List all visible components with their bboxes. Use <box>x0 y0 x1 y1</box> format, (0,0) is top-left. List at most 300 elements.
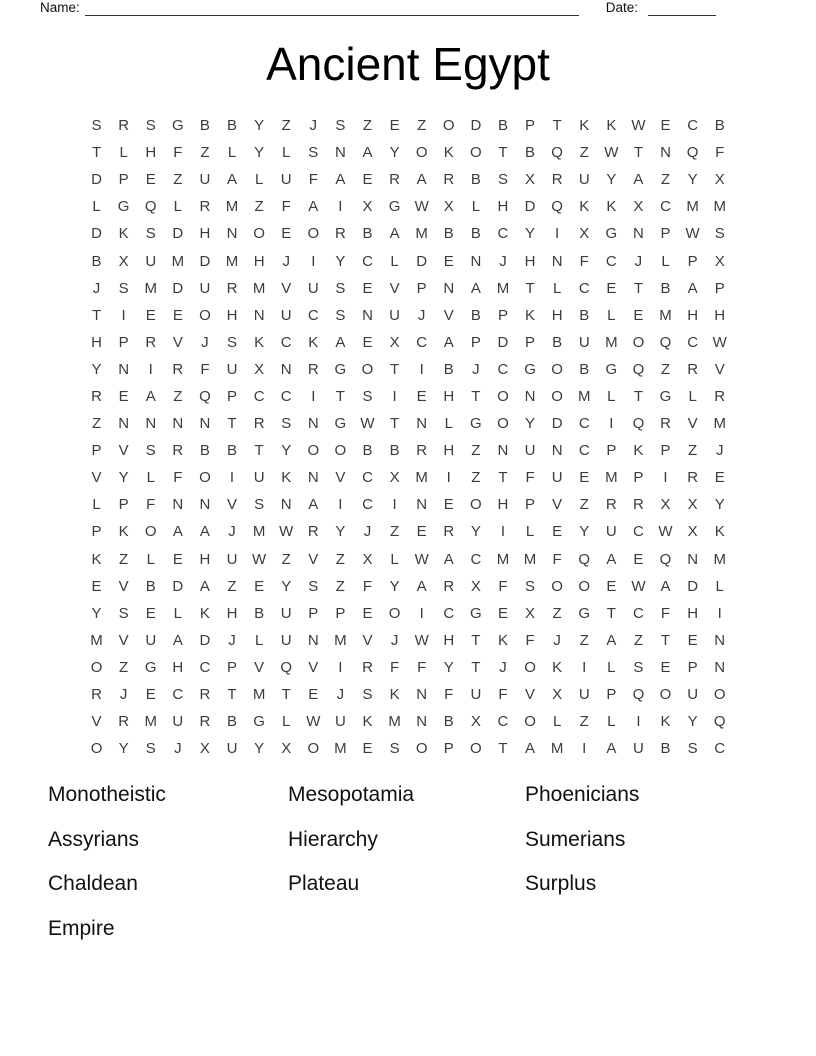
grid-letter: N <box>551 252 563 270</box>
grid-letter: D <box>91 171 102 189</box>
grid-letter: J <box>472 360 480 378</box>
grid-letter: Z <box>91 415 102 433</box>
grid-letter: Q <box>659 333 672 351</box>
grid-letter: T <box>498 469 508 487</box>
grid-letter: L <box>607 658 616 676</box>
grid-letter: N <box>226 225 238 243</box>
grid-letter: C <box>497 713 509 731</box>
word-list <box>48 780 745 958</box>
grid-letter: R <box>172 442 184 460</box>
grid-letter: C <box>605 252 617 270</box>
grid-letter: H <box>443 387 455 405</box>
grid-letter: T <box>254 442 264 460</box>
date-fill-line <box>648 1 716 16</box>
grid-letter: H <box>687 306 699 324</box>
grid-letter: Y <box>389 144 400 162</box>
grid-letter: W <box>306 713 321 731</box>
grid-letter: J <box>119 686 128 704</box>
grid-letter: V <box>308 658 319 676</box>
grid-letter: R <box>605 496 617 514</box>
grid-letter: U <box>280 604 292 622</box>
grid-letter: E <box>552 523 563 541</box>
grid-letter: Y <box>254 144 265 162</box>
grid-letter: O <box>551 387 563 405</box>
grid-letter: K <box>362 713 373 731</box>
grid-letter: U <box>253 469 265 487</box>
grid-letter: X <box>443 198 454 216</box>
grid-letter: N <box>443 279 455 297</box>
grid-letter: R <box>199 686 211 704</box>
grid-letter: B <box>579 306 590 324</box>
grid-letter: K <box>281 469 292 487</box>
grid-letter: I <box>555 225 560 243</box>
grid-letter: B <box>145 577 156 595</box>
grid-letter: R <box>199 198 211 216</box>
grid-letter: O <box>632 333 645 351</box>
grid-letter: A <box>687 279 698 297</box>
grid-letter: G <box>470 604 482 622</box>
grid-letter: S <box>118 604 129 622</box>
grid-letter: V <box>443 306 454 324</box>
grid-letter: R <box>660 415 671 433</box>
grid-letter: L <box>173 604 182 622</box>
grid-letter: J <box>92 279 101 297</box>
grid-letter: K <box>308 333 319 351</box>
grid-letter: V <box>714 360 725 378</box>
grid-letter: P <box>335 604 346 622</box>
grid-letter: L <box>254 631 264 649</box>
grid-letter: Z <box>119 658 129 676</box>
grid-letter: M <box>713 415 726 433</box>
grid-letter: Y <box>281 442 292 460</box>
grid-letter: B <box>227 442 238 460</box>
grid-letter: B <box>714 117 725 135</box>
grid-letter: Q <box>199 387 211 405</box>
grid-letter: O <box>578 577 591 595</box>
grid-letter: I <box>229 469 235 487</box>
grid-letter: V <box>254 658 265 676</box>
grid-letter: B <box>443 713 454 731</box>
word-item: Plateau <box>288 872 360 895</box>
grid-letter: R <box>253 415 265 433</box>
grid-letter: F <box>525 469 535 487</box>
grid-letter: I <box>500 523 506 541</box>
grid-letter: Q <box>713 713 726 731</box>
grid-letter: B <box>227 713 238 731</box>
grid-letter: O <box>307 225 320 243</box>
grid-letter: U <box>226 550 238 568</box>
grid-letter: L <box>607 713 616 731</box>
grid-letter: M <box>90 631 103 649</box>
grid-letter: F <box>417 658 427 676</box>
grid-letter: Z <box>173 387 183 405</box>
grid-letter: P <box>118 496 129 514</box>
grid-letter: J <box>499 658 507 676</box>
grid-letter: D <box>416 252 428 270</box>
grid-letter: B <box>525 144 536 162</box>
grid-letter: Z <box>362 117 373 135</box>
grid-letter: N <box>172 415 184 433</box>
grid-letter: K <box>254 333 265 351</box>
grid-letter: G <box>605 360 618 378</box>
grid-letter: Y <box>389 577 400 595</box>
grid-letter: N <box>687 550 699 568</box>
grid-letter: E <box>172 306 183 324</box>
grid-letter: N <box>416 686 428 704</box>
grid-letter: V <box>172 333 183 351</box>
grid-letter: A <box>416 171 427 189</box>
grid-letter: K <box>118 523 129 541</box>
grid-letter: E <box>633 550 644 568</box>
grid-letter: I <box>636 713 641 731</box>
grid-letter: S <box>362 387 373 405</box>
name-fill-line <box>85 1 579 16</box>
grid-letter: X <box>633 198 644 216</box>
grid-letter: C <box>362 496 373 514</box>
grid-letter: N <box>280 496 292 514</box>
grid-letter: P <box>443 740 454 758</box>
grid-letter: Y <box>443 658 454 676</box>
grid-letter: H <box>199 550 211 568</box>
grid-letter: J <box>634 252 643 270</box>
grid-letter: U <box>578 171 590 189</box>
grid-letter: U <box>470 686 482 704</box>
grid-letter: Y <box>118 469 129 487</box>
grid-letter: S <box>145 442 156 460</box>
grid-letter: V <box>308 550 319 568</box>
grid-letter: O <box>199 469 211 487</box>
grid-letter: C <box>280 333 292 351</box>
grid-letter: H <box>199 225 211 243</box>
grid-letter: C <box>578 415 590 433</box>
grid-letter: T <box>606 604 616 622</box>
grid-letter: U <box>605 523 617 541</box>
grid-letter: R <box>307 523 319 541</box>
grid-letter: C <box>172 686 184 704</box>
word-item: Assyrians <box>48 827 140 851</box>
grid-letter: P <box>633 469 644 487</box>
grid-letter: K <box>497 631 508 649</box>
grid-letter: U <box>687 686 699 704</box>
grid-letter: S <box>145 740 156 758</box>
grid-letter: V <box>389 279 400 297</box>
grid-letter: H <box>687 604 699 622</box>
grid-letter: W <box>658 523 673 541</box>
date-label: Date: <box>605 0 639 15</box>
grid-letter: S <box>633 658 644 676</box>
grid-letter: P <box>660 442 671 460</box>
grid-letter: W <box>685 225 700 243</box>
grid-letter: P <box>525 333 536 351</box>
grid-letter: U <box>551 469 563 487</box>
grid-letter: A <box>172 631 183 649</box>
grid-letter: K <box>91 550 102 568</box>
grid-letter: I <box>446 469 451 487</box>
grid-letter: R <box>91 686 102 704</box>
grid-letter: M <box>144 279 157 297</box>
grid-letter: H <box>497 198 509 216</box>
grid-letter: B <box>254 604 265 622</box>
grid-letter: Q <box>632 360 645 378</box>
grid-letter: D <box>497 333 509 351</box>
grid-letter: Z <box>335 577 345 595</box>
grid-letter: O <box>361 360 374 378</box>
grid-letter: N <box>280 360 292 378</box>
grid-letter: N <box>714 631 726 649</box>
grid-letter: L <box>146 469 155 487</box>
grid-letter: B <box>362 442 373 460</box>
grid-letter: X <box>389 333 400 351</box>
grid-letter: U <box>578 686 590 704</box>
grid-letter: A <box>416 577 427 595</box>
grid-letter: J <box>228 523 236 541</box>
grid-letter: F <box>552 550 562 568</box>
grid-letter: U <box>307 279 319 297</box>
grid-letter: X <box>118 252 129 270</box>
grid-letter: O <box>524 658 536 676</box>
grid-letter: A <box>308 198 319 216</box>
grid-letter: R <box>633 496 644 514</box>
grid-letter: E <box>606 577 617 595</box>
grid-letter: T <box>227 686 237 704</box>
grid-letter: O <box>144 523 157 541</box>
grid-letter: L <box>525 523 535 541</box>
word-list-column <box>48 780 288 958</box>
grid-letter: Y <box>118 740 129 758</box>
grid-letter: F <box>200 360 210 378</box>
name-label: Name: <box>40 0 80 15</box>
grid-letter: K <box>606 117 617 135</box>
grid-letter: Q <box>686 144 699 162</box>
grid-letter: M <box>252 686 266 704</box>
grid-letter: E <box>254 577 265 595</box>
grid-letter: K <box>579 198 590 216</box>
grid-letter: K <box>606 198 617 216</box>
grid-letter: M <box>388 713 401 731</box>
grid-letter: I <box>582 740 587 758</box>
grid-letter: W <box>414 550 429 568</box>
grid-letter: O <box>90 658 103 676</box>
grid-letter: M <box>713 198 726 216</box>
grid-letter: N <box>307 631 319 649</box>
grid-letter: P <box>227 658 238 676</box>
grid-letter: R <box>118 117 130 135</box>
grid-letter: D <box>551 415 563 433</box>
grid-letter: U <box>524 442 536 460</box>
grid-letter: B <box>470 171 481 189</box>
grid-letter: R <box>687 469 699 487</box>
grid-letter: T <box>498 740 508 758</box>
grid-letter: N <box>470 252 482 270</box>
grid-letter: M <box>577 387 591 405</box>
grid-letter: R <box>334 225 346 243</box>
grid-letter: A <box>443 333 454 351</box>
grid-letter: X <box>552 686 563 704</box>
grid-letter: C <box>714 740 726 758</box>
grid-letter: C <box>416 333 428 351</box>
grid-letter: I <box>419 604 424 622</box>
grid-letter: M <box>605 469 618 487</box>
grid-letter: T <box>389 360 400 378</box>
grid-letter: Y <box>254 117 265 135</box>
grid-letter: C <box>362 469 373 487</box>
grid-letter: O <box>497 387 509 405</box>
grid-letter: E <box>660 117 671 135</box>
grid-letter: Y <box>579 523 590 541</box>
grid-letter: L <box>282 713 291 731</box>
grid-letter: S <box>335 117 346 135</box>
grid-letter: G <box>253 713 265 731</box>
grid-letter: D <box>199 631 211 649</box>
grid-letter: B <box>470 306 481 324</box>
grid-letter: A <box>335 171 346 189</box>
grid-letter: N <box>199 415 211 433</box>
grid-letter: M <box>523 550 537 568</box>
grid-letter: W <box>604 144 619 162</box>
grid-letter: B <box>362 225 373 243</box>
grid-letter: V <box>91 713 102 731</box>
grid-letter: Y <box>91 604 102 622</box>
grid-letter: F <box>173 469 183 487</box>
grid-letter: E <box>118 387 129 405</box>
grid-letter: N <box>714 658 726 676</box>
grid-letter: N <box>118 415 130 433</box>
grid-letter: M <box>171 252 185 270</box>
grid-letter: T <box>91 144 102 162</box>
grid-letter: G <box>388 198 401 216</box>
grid-letter: H <box>497 496 509 514</box>
grid-letter: F <box>281 198 291 216</box>
grid-letter: H <box>145 144 157 162</box>
grid-letter: V <box>335 469 346 487</box>
grid-letter: T <box>335 387 345 405</box>
grid-letter: N <box>416 496 428 514</box>
word-list-column <box>288 780 525 958</box>
grid-letter: V <box>525 686 536 704</box>
grid-letter: F <box>579 252 589 270</box>
grid-letter: V <box>281 279 292 297</box>
grid-letter: T <box>227 415 237 433</box>
word-item: Chaldean <box>48 872 138 895</box>
grid-letter: O <box>470 740 482 758</box>
grid-letter: V <box>362 631 373 649</box>
grid-letter: C <box>687 333 699 351</box>
grid-letter: O <box>90 740 103 758</box>
grid-letter: K <box>714 523 725 541</box>
grid-letter: I <box>311 252 316 270</box>
grid-letter: C <box>497 225 509 243</box>
grid-letter: E <box>362 604 373 622</box>
grid-letter: E <box>606 279 617 297</box>
grid-letter: U <box>199 279 211 297</box>
grid-letter: E <box>687 631 698 649</box>
grid-letter: F <box>660 604 671 622</box>
grid-letter: L <box>92 496 101 514</box>
grid-letter: G <box>334 360 347 378</box>
grid-letter: G <box>334 415 347 433</box>
grid-letter: L <box>715 577 724 595</box>
grid-letter: M <box>252 523 266 541</box>
grid-letter: M <box>225 198 239 216</box>
grid-letter: R <box>199 713 211 731</box>
grid-letter: K <box>579 117 590 135</box>
grid-letter: G <box>605 225 618 243</box>
grid-letter: M <box>659 306 672 324</box>
grid-letter: S <box>362 686 373 704</box>
grid-letter: A <box>145 387 156 405</box>
grid-letter: N <box>416 415 428 433</box>
grid-letter: P <box>91 523 102 541</box>
grid-letter: J <box>282 252 290 270</box>
grid-letter: B <box>443 360 454 378</box>
grid-letter: C <box>633 523 644 541</box>
grid-letter: E <box>362 740 373 758</box>
grid-letter: Q <box>551 198 563 216</box>
grid-letter: A <box>470 279 481 297</box>
grid-letter: L <box>92 198 101 216</box>
grid-letter: H <box>226 306 238 324</box>
grid-letter: P <box>525 496 536 514</box>
grid-letter: Q <box>280 658 293 676</box>
grid-letter: A <box>633 171 644 189</box>
grid-letter: O <box>334 442 347 460</box>
word-list-column <box>525 780 745 958</box>
grid-letter: E <box>579 469 590 487</box>
grid-letter: J <box>309 117 318 135</box>
grid-letter: X <box>254 360 265 378</box>
grid-letter: V <box>118 631 129 649</box>
grid-letter: F <box>389 658 400 676</box>
grid-letter: A <box>362 144 373 162</box>
grid-letter: O <box>713 686 726 704</box>
grid-letter: O <box>307 442 320 460</box>
grid-letter: J <box>228 631 236 649</box>
grid-letter: J <box>553 631 561 649</box>
grid-letter: N <box>660 144 671 162</box>
grid-letter: Y <box>254 740 265 758</box>
grid-letter: R <box>443 523 455 541</box>
grid-letter: W <box>631 117 646 135</box>
grid-letter: L <box>227 144 237 162</box>
grid-letter: C <box>578 279 590 297</box>
grid-letter: A <box>606 550 617 568</box>
grid-letter: R <box>443 577 455 595</box>
grid-letter: C <box>443 604 455 622</box>
grid-letter: M <box>686 198 699 216</box>
grid-letter: C <box>362 252 373 270</box>
grid-letter: H <box>253 252 265 270</box>
grid-letter: Z <box>579 713 589 731</box>
grid-letter: L <box>471 198 481 216</box>
grid-letter: B <box>552 333 563 351</box>
grid-letter: E <box>145 604 156 622</box>
grid-letter: D <box>172 225 184 243</box>
grid-letter: R <box>226 279 238 297</box>
grid-letter: S <box>281 415 292 433</box>
grid-letter: A <box>227 171 238 189</box>
grid-letter: S <box>145 117 156 135</box>
grid-letter: S <box>714 225 725 243</box>
grid-letter: G <box>117 198 130 216</box>
grid-letter: N <box>416 713 428 731</box>
grid-letter: E <box>416 523 427 541</box>
grid-letter: G <box>578 604 591 622</box>
grid-letter: M <box>496 550 510 568</box>
grid-letter: K <box>633 442 644 460</box>
grid-letter: W <box>712 333 727 351</box>
grid-letter: Q <box>144 198 157 216</box>
grid-letter: Z <box>281 117 291 135</box>
